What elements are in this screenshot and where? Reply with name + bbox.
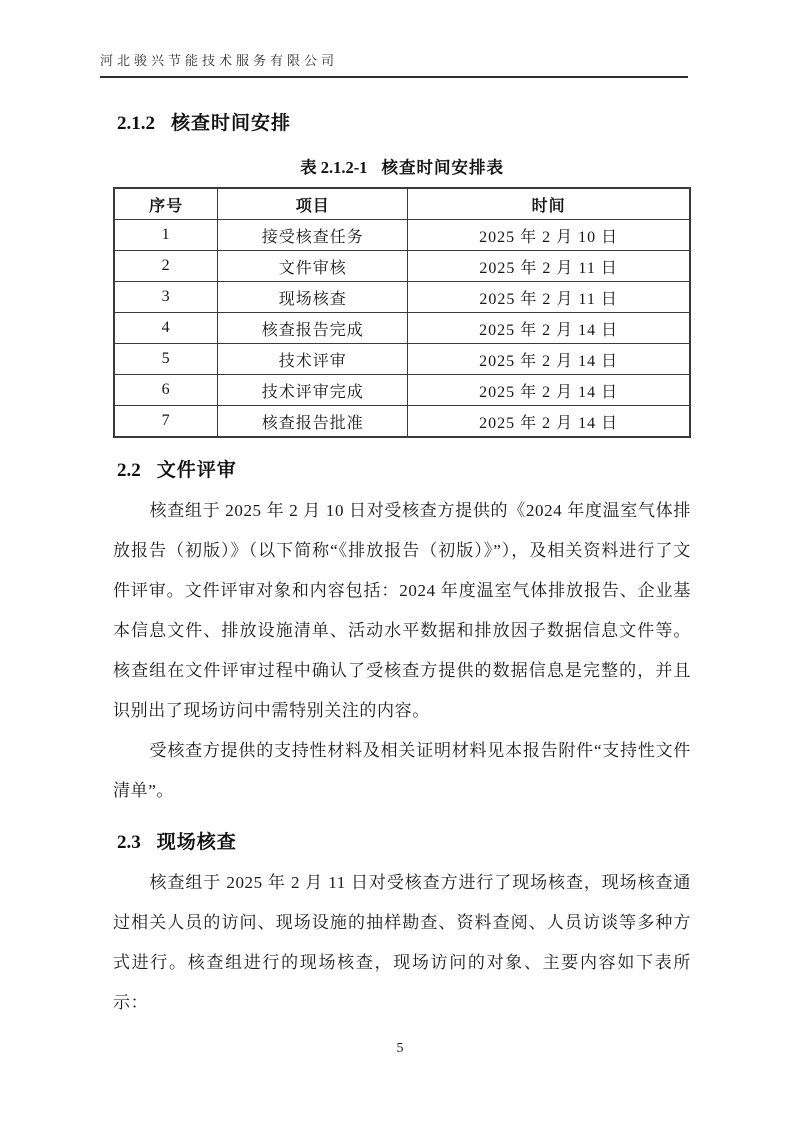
cell-seq: 2 <box>114 251 218 282</box>
cell-seq: 7 <box>114 406 218 438</box>
table-row <box>114 251 690 282</box>
section-title: 核查时间安排 <box>171 113 292 134</box>
col-header-seq: 序号 <box>114 188 218 220</box>
col-header-time: 时间 <box>408 188 690 220</box>
cell-seq: 3 <box>114 282 218 313</box>
cell-item: 核查报告批准 <box>218 406 408 438</box>
review-paragraph-1: 核查组于 2025 年 2 月 10 日对受核查方提供的《2024 年度温室气体排放报告（初版）》（以下简称“《排放报告（初版）》”），及相关资料进行了文件评审。文件评审对象和内容包括：2024 年度温室气体排放报告、企业基本信息文件、排放设施清单、活动水平数据和排放因子数据信息文件等。核查组在文件评审过程中确认了受核查方提供的数据信息是完整的，并且识别出了现场访问中需特别关注的内容。 <box>113 501 691 720</box>
cell-time: 2025 年 2 月 11 日 <box>408 282 690 313</box>
table-row <box>114 375 690 406</box>
section-heading-2-2 <box>117 455 691 482</box>
col-header-item: 项目 <box>218 188 408 220</box>
table-row <box>114 282 690 313</box>
section-heading-2-1-2 <box>117 108 691 135</box>
cell-time: 2025 年 2 月 11 日 <box>408 251 690 282</box>
company-name: 河北骏兴节能技术服务有限公司 <box>100 53 339 68</box>
cell-item: 技术评审 <box>218 344 408 375</box>
cell-time: 2025 年 2 月 14 日 <box>408 313 690 344</box>
table-row <box>114 313 690 344</box>
cell-seq: 4 <box>114 313 218 344</box>
cell-time: 2025 年 2 月 14 日 <box>408 406 690 438</box>
table-caption-label: 表 2.1.2-1 <box>300 158 368 177</box>
table-row <box>114 220 690 251</box>
cell-seq: 6 <box>114 375 218 406</box>
section-number: 2.3 <box>117 832 141 853</box>
table-row <box>114 344 690 375</box>
cell-item: 技术评审完成 <box>218 375 408 406</box>
cell-item: 现场核查 <box>218 282 408 313</box>
section-title: 文件评审 <box>156 460 237 481</box>
onsite-paragraph-1: 核查组于 2025 年 2 月 11 日对受核查方进行了现场核查，现场核查通过相关人员的访问、现场设施的抽样勘查、资料查阅、人员访谈等多种方式进行。核查组进行的现场核查，现场访问的对象、主要内容如下表所示： <box>113 873 691 1012</box>
section-number: 2.1.2 <box>117 113 155 134</box>
cell-item: 核查报告完成 <box>218 313 408 344</box>
table-caption-title: 核查时间安排表 <box>381 158 504 177</box>
schedule-table <box>113 187 691 438</box>
table-header-row <box>114 188 690 220</box>
review-paragraph-2: 受核查方提供的支持性材料及相关证明材料见本报告附件“支持性文件清单”。 <box>113 741 691 800</box>
table-row <box>114 406 690 438</box>
cell-time: 2025 年 2 月 14 日 <box>408 344 690 375</box>
cell-time: 2025 年 2 月 10 日 <box>408 220 690 251</box>
section-title: 现场核查 <box>156 832 237 853</box>
cell-time: 2025 年 2 月 14 日 <box>408 375 690 406</box>
page-number: 5 <box>396 1041 404 1056</box>
page-content <box>113 100 691 1023</box>
table-caption <box>113 154 691 178</box>
cell-item: 接受核查任务 <box>218 220 408 251</box>
cell-seq: 1 <box>114 220 218 251</box>
section-heading-2-3 <box>117 827 691 854</box>
cell-seq: 5 <box>114 344 218 375</box>
section-number: 2.2 <box>117 460 141 481</box>
running-header <box>100 50 688 78</box>
cell-item: 文件审核 <box>218 251 408 282</box>
